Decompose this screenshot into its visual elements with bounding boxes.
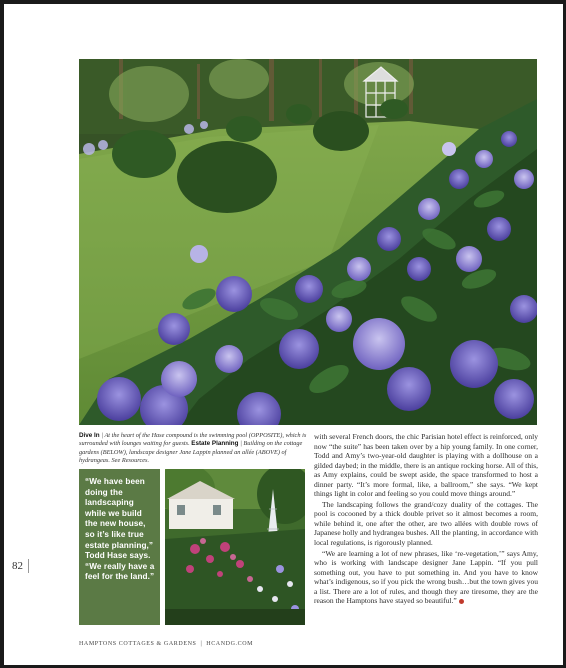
body-paragraph-3 xyxy=(314,549,538,606)
caption-ref-opposite: OPPOSITE xyxy=(250,432,281,439)
pull-quote-box xyxy=(79,469,160,625)
footer-publication: HAMPTONS COTTAGES & GARDENS xyxy=(79,641,197,647)
footer-website: HCANDG.COM xyxy=(206,641,254,647)
body-paragraph-1: with several French doors, the chic Parisian hotel effect is reinforced, only now “the suite” has been taken over by a hip young family. In one corner, Todd and Amy’s two-year-old daughter is playing with a dollhouse on a gilded daybed; in the middle, there is an antique rocking horse. All of this, as Amy explains, could be swept aside, the space transformed to host a dinner party. “It’s more formal, like, a ballroom,” she says. “We kept things light in color and feeling so you could move things around.” xyxy=(314,432,538,499)
caption-text-2b: ), landscape designer Jane Lappin planned an allée ( xyxy=(123,448,258,456)
caption-ref-above: ABOVE xyxy=(257,448,278,456)
page-border-top xyxy=(0,0,566,4)
page-number-divider xyxy=(28,559,29,573)
caption-label-dive-in: Dive In xyxy=(79,432,100,439)
caption-ref-below: BELOW xyxy=(102,448,124,456)
page-border-left xyxy=(0,0,4,668)
photo-caption: Dive In | At the heart of the Hase compound is the swimming pool (OPPOSITE), which is surrounded with lounges waiting for guests. Estate Planning | Building on the cottage gardens (BELOW), landscape designer Jane Lappin planned an allée (ABOVE) of hydrangeas. See Resources. xyxy=(79,432,307,464)
page-footer xyxy=(79,641,253,647)
caption-text-2a: Building on the cottage gardens ( xyxy=(79,440,303,456)
body-paragraph-3-text: “We are learning a lot of new phrases, like ‘re-vegetation,’” says Amy, who is working with landscape designer Jane Lappin. “If you pull something out, you have to put something in. And you have to know what’s indigenous, so if you pick the wrong bush…but the town gives you a list. There are a lot of rules, and though they are tiresome, they are the reason the Hamptons have stayed so beautiful.” xyxy=(314,548,538,606)
caption-text-1: At the heart of the Hase compound is the swimming pool ( xyxy=(104,432,251,439)
caption-text-2c: ) of hydrangeas. See Resources. xyxy=(79,448,287,464)
caption-label-estate-planning: Estate Planning xyxy=(191,440,239,448)
page-number: 82 xyxy=(12,560,23,572)
end-of-article-mark xyxy=(459,599,464,604)
hero-photo-hydrangea-allee xyxy=(79,59,537,425)
article-body-column xyxy=(314,432,538,606)
caption-text-1b: ), which is surrounded with lounges waiting for guests. xyxy=(79,432,307,448)
body-paragraph-2: The landscaping follows the grand/cozy duality of the cottages. The pool is cocooned by a thick double privet so it almost becomes a room, while behind it, one after the other, are two allées with double rows of Japanese holly and hydrangea bushes. All the planting, in accordance with local regulations, is rigorously planned. xyxy=(314,499,538,548)
cottage-garden-photo xyxy=(165,469,305,625)
footer-separator: | xyxy=(200,641,203,647)
pull-quote: “We have been doing the landscaping while we build the new house, so it’s like true estate planning,” Todd Hase says. “We really have a feel for the land.” xyxy=(85,477,155,582)
